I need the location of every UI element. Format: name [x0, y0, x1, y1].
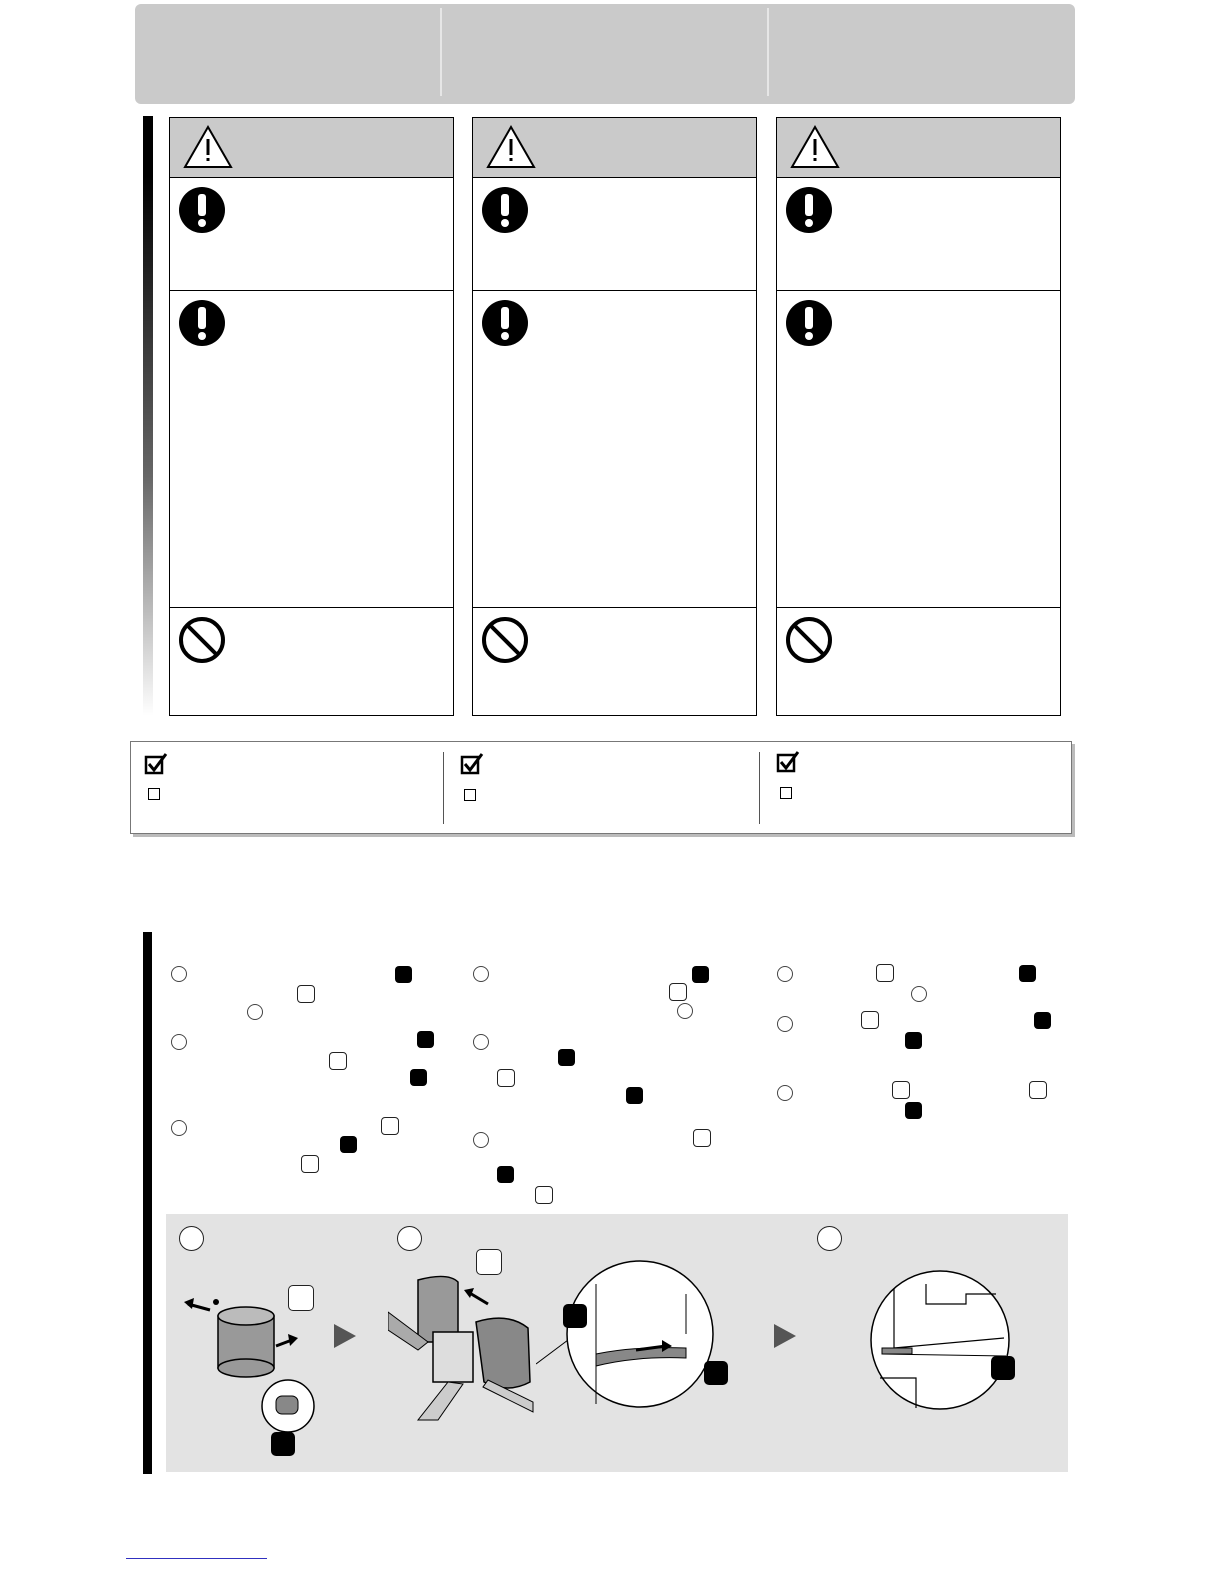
header-divider	[767, 8, 769, 96]
exclamation-circle-icon	[178, 299, 226, 347]
part-ref-outline	[329, 1052, 347, 1070]
step-marker	[171, 1120, 187, 1136]
exclamation-circle-icon	[481, 186, 529, 234]
warning-triangle-icon	[182, 124, 234, 170]
checklist-box[interactable]	[148, 788, 160, 800]
footer-link-underline[interactable]	[126, 1558, 267, 1559]
step-marker	[777, 1016, 793, 1032]
step-marker	[247, 1004, 263, 1020]
cylinder-cover-illustration	[180, 1294, 325, 1454]
part-ref-filled	[558, 1049, 575, 1066]
part-ref-outline	[669, 983, 687, 1001]
checklist-strip	[130, 741, 1072, 834]
figure-part-ref-filled	[271, 1432, 295, 1456]
part-ref-filled	[410, 1069, 427, 1086]
play-arrow-icon	[334, 1324, 356, 1348]
panel-divider	[473, 607, 756, 608]
detail-zoom-illustration	[536, 1254, 716, 1414]
illustration-panel	[166, 1214, 1068, 1472]
exclamation-circle-icon	[178, 186, 226, 234]
step-marker	[911, 986, 927, 1002]
warning-panel-header	[473, 118, 756, 178]
warning-triangle-icon	[789, 124, 841, 170]
panel-divider	[777, 607, 1060, 608]
figure-step-marker	[397, 1226, 422, 1251]
part-ref-outline	[535, 1186, 553, 1204]
part-ref-outline	[381, 1117, 399, 1135]
part-ref-outline	[876, 964, 894, 982]
warning-panel-1	[169, 117, 454, 716]
step-marker	[171, 1034, 187, 1050]
part-ref-outline	[892, 1081, 910, 1099]
part-ref-filled	[626, 1087, 643, 1104]
panel-divider	[170, 290, 453, 291]
header-divider	[440, 8, 442, 96]
panel-divider	[777, 290, 1060, 291]
play-arrow-icon	[774, 1324, 796, 1348]
prohibition-circle-icon	[178, 616, 226, 664]
fan-motor-illustration	[388, 1272, 538, 1422]
part-ref-filled	[497, 1166, 514, 1183]
exclamation-circle-icon	[785, 186, 833, 234]
figure-part-ref-filled	[563, 1304, 587, 1328]
warning-panel-header	[777, 118, 1060, 178]
part-ref-outline	[301, 1155, 319, 1173]
figure-part-ref-filled	[991, 1356, 1015, 1380]
checklist-divider	[443, 752, 444, 824]
exclamation-circle-icon	[481, 299, 529, 347]
header-bar	[135, 4, 1075, 104]
prohibition-circle-icon	[785, 616, 833, 664]
checkbox-checked-icon	[144, 752, 168, 776]
step-marker	[171, 966, 187, 982]
figure-part-ref-filled	[704, 1361, 728, 1385]
part-ref-filled	[340, 1136, 357, 1153]
part-ref-filled	[1019, 965, 1036, 982]
checklist-box[interactable]	[464, 789, 476, 801]
part-ref-filled	[905, 1032, 922, 1049]
warning-panel-header	[170, 118, 453, 178]
panel-divider	[170, 607, 453, 608]
figure-step-marker	[179, 1226, 204, 1251]
figure-step-marker	[817, 1226, 842, 1251]
step-marker	[473, 1034, 489, 1050]
part-ref-outline	[1029, 1081, 1047, 1099]
checkbox-checked-icon	[776, 750, 800, 774]
warning-panel-2	[472, 117, 757, 716]
part-ref-filled	[905, 1102, 922, 1119]
detail-zoom-illustration	[866, 1268, 1016, 1413]
prohibition-circle-icon	[481, 616, 529, 664]
part-ref-filled	[692, 966, 709, 983]
section-marker-bar	[143, 116, 153, 716]
part-ref-outline	[693, 1129, 711, 1147]
checkbox-checked-icon	[460, 752, 484, 776]
part-ref-outline	[861, 1011, 879, 1029]
warning-triangle-icon	[485, 124, 537, 170]
part-ref-filled	[417, 1031, 434, 1048]
part-ref-outline	[297, 985, 315, 1003]
warning-panel-3	[776, 117, 1061, 716]
part-ref-outline	[497, 1069, 515, 1087]
step-marker	[473, 966, 489, 982]
part-ref-filled	[1034, 1012, 1051, 1029]
step-marker	[777, 966, 793, 982]
section-marker-bar	[143, 932, 152, 1474]
checklist-divider	[759, 752, 760, 824]
checklist-box[interactable]	[780, 787, 792, 799]
step-marker	[677, 1003, 693, 1019]
panel-divider	[473, 290, 756, 291]
exclamation-circle-icon	[785, 299, 833, 347]
step-marker	[777, 1085, 793, 1101]
part-ref-filled	[395, 966, 412, 983]
step-marker	[473, 1132, 489, 1148]
